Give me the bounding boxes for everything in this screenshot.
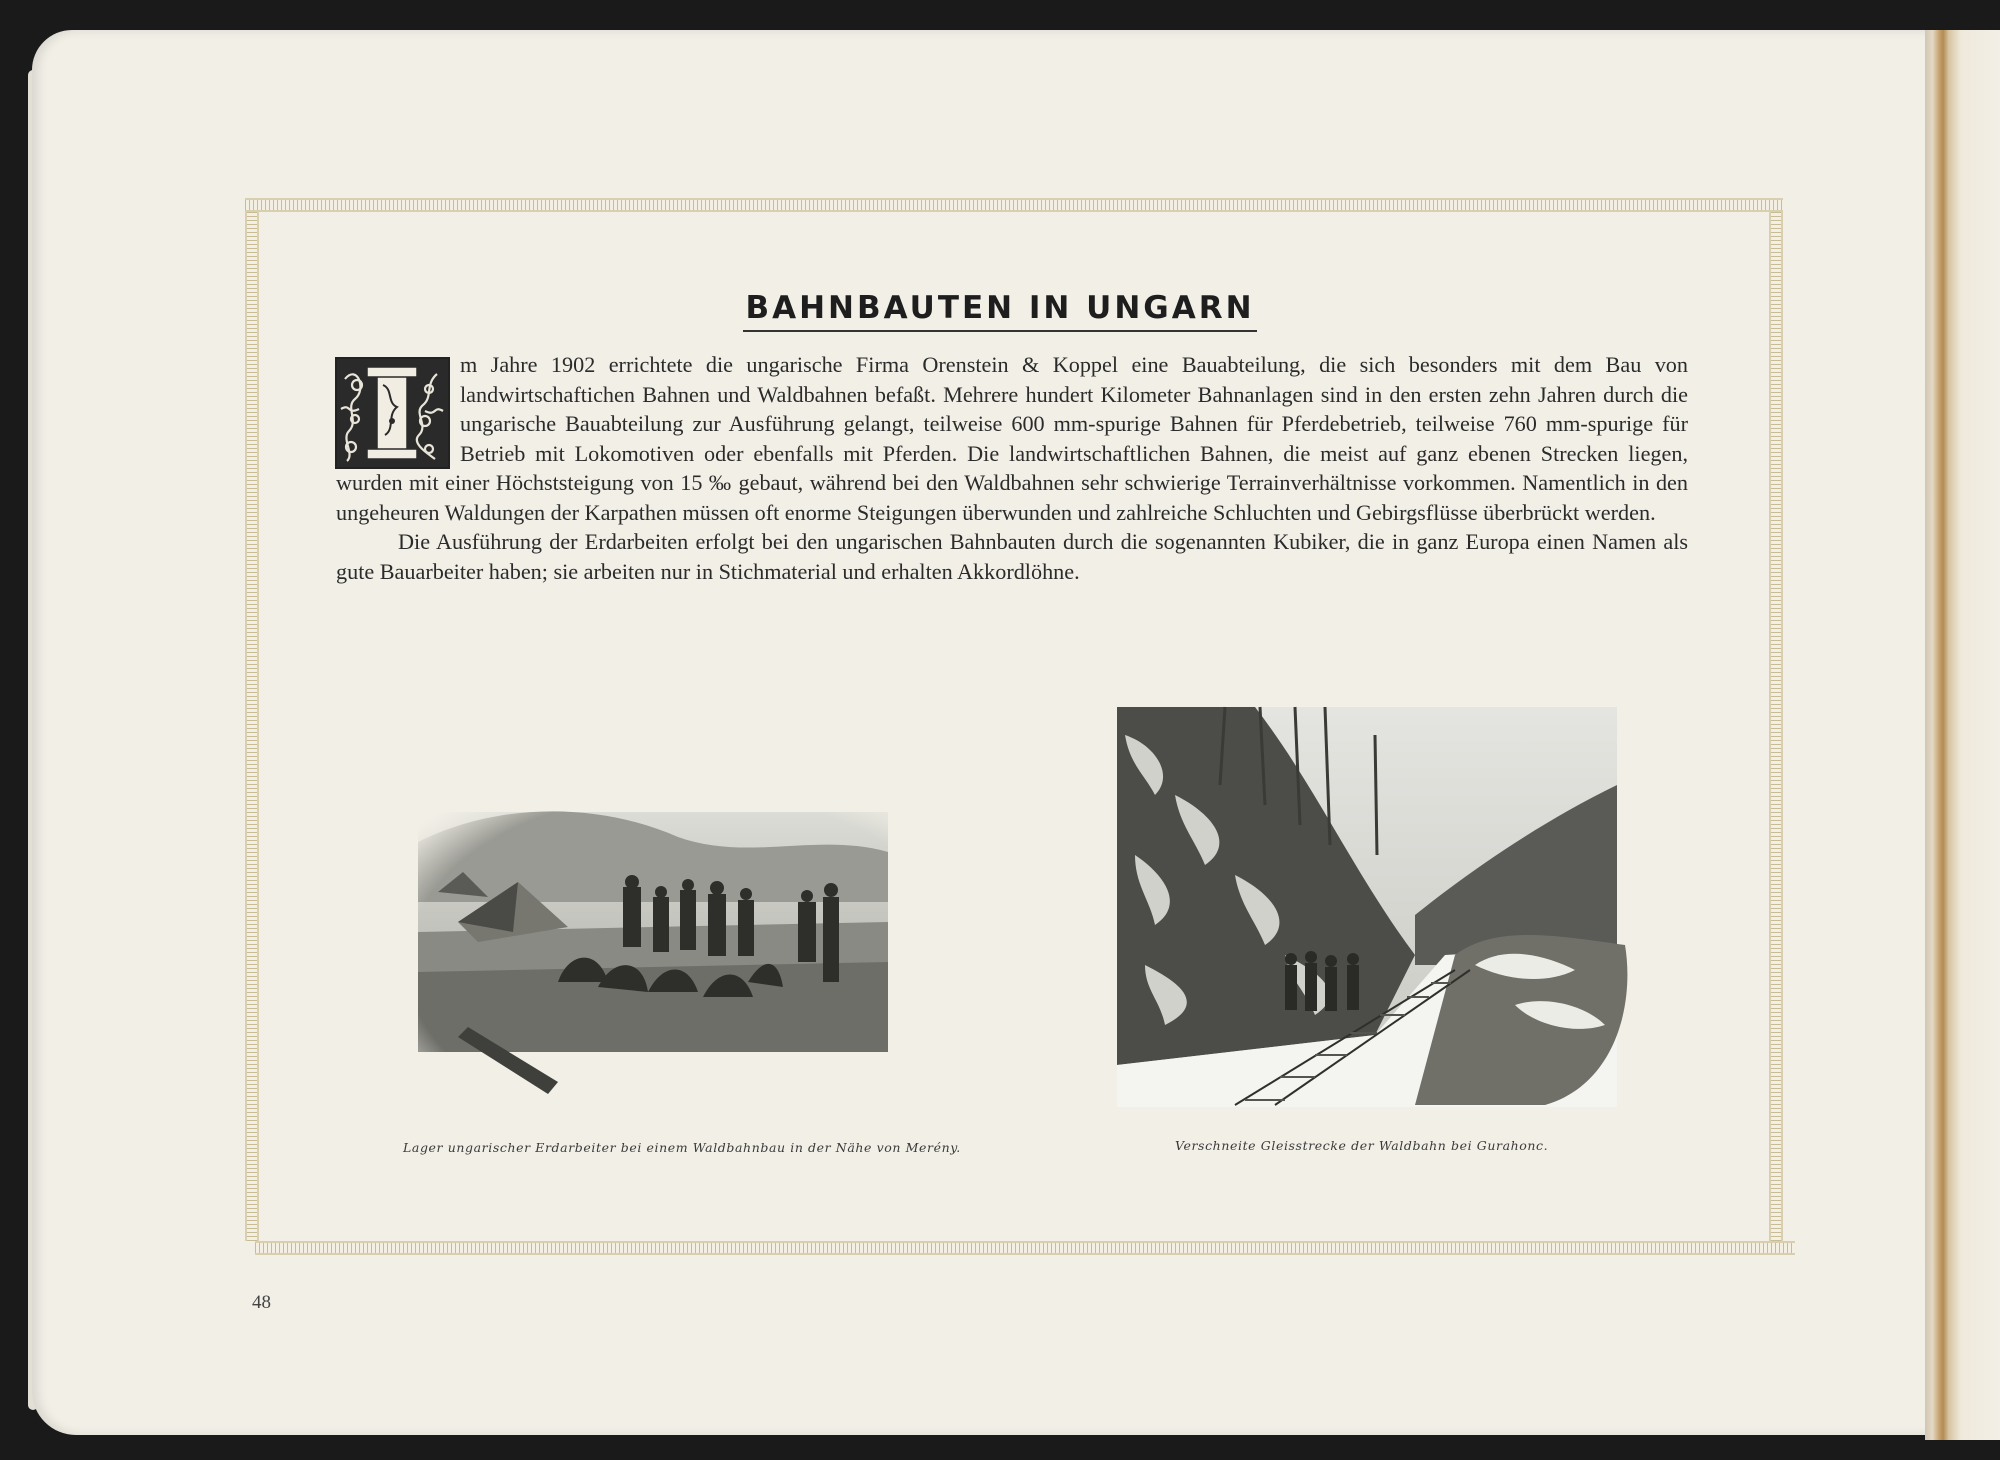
frame-left-border (245, 212, 259, 1241)
page-title: BAHNBAUTEN IN UNGARN (0, 290, 2000, 326)
frame-right-border (1769, 212, 1783, 1241)
paragraph-2: Die Ausführung der Erdarbeiten erfolgt bei den ungarischen Bahnbauten durch die sogenannten Kubiker, die in ganz Europa einen Namen als gute Bauarbeiter haben; sie arbeiten nur in Stichmaterial und erhalten Akkordlöhne. (336, 529, 1688, 584)
snowy-track-image (1115, 705, 1640, 1115)
book-spine (1925, 30, 2000, 1440)
caption-left: Lager ungarischer Erdarbeiter bei einem Waldbahnbau in der Nähe von Merény. (403, 1140, 961, 1155)
paragraph-1: m Jahre 1902 errichtete die ungarische Firma Orenstein & Koppel eine Bauabteilung, die sich besonders mit dem Bau von landwirtschaftichen Bahnen und Waldbahnen befaßt. Mehrere hundert Kilometer Bahnanlagen sind in den ersten zehn Jahren durch die ungarische Bauabteilung zur Ausführung gelangt, teilweise 600 mm-spurige Bahnen für Pferdebetrieb, teilweise 760 mm-spurige für Betrieb mit Lokomotiven oder ebenfalls mit Pferden. Die landwirtschaftlichen Bahnen, die meist auf ganz ebenen Strecken liegen, wurden mit einer Höchststeigung von 15 ‰ gebaut, während bei den Waldbahnen sehr schwierige Terrainverhältnisse vorkommen. Namentlich in den ungeheuren Waldungen der Karpathen müssen oft enorme Steigungen überwunden und zahlreiche Schluchten und Gebirgsflüsse überbrückt werden. (336, 352, 1688, 525)
frame-top-border (245, 198, 1783, 212)
photo-workers-camp (418, 782, 953, 1112)
workers-camp-image (418, 782, 953, 1112)
caption-right: Verschneite Gleisstrecke der Waldbahn bei Gurahonc. (1175, 1138, 1549, 1153)
frame-bottom-border (255, 1241, 1795, 1255)
article-body (336, 350, 1688, 586)
photo-snowy-track (1115, 705, 1640, 1115)
page-number: 48 (252, 1292, 271, 1313)
